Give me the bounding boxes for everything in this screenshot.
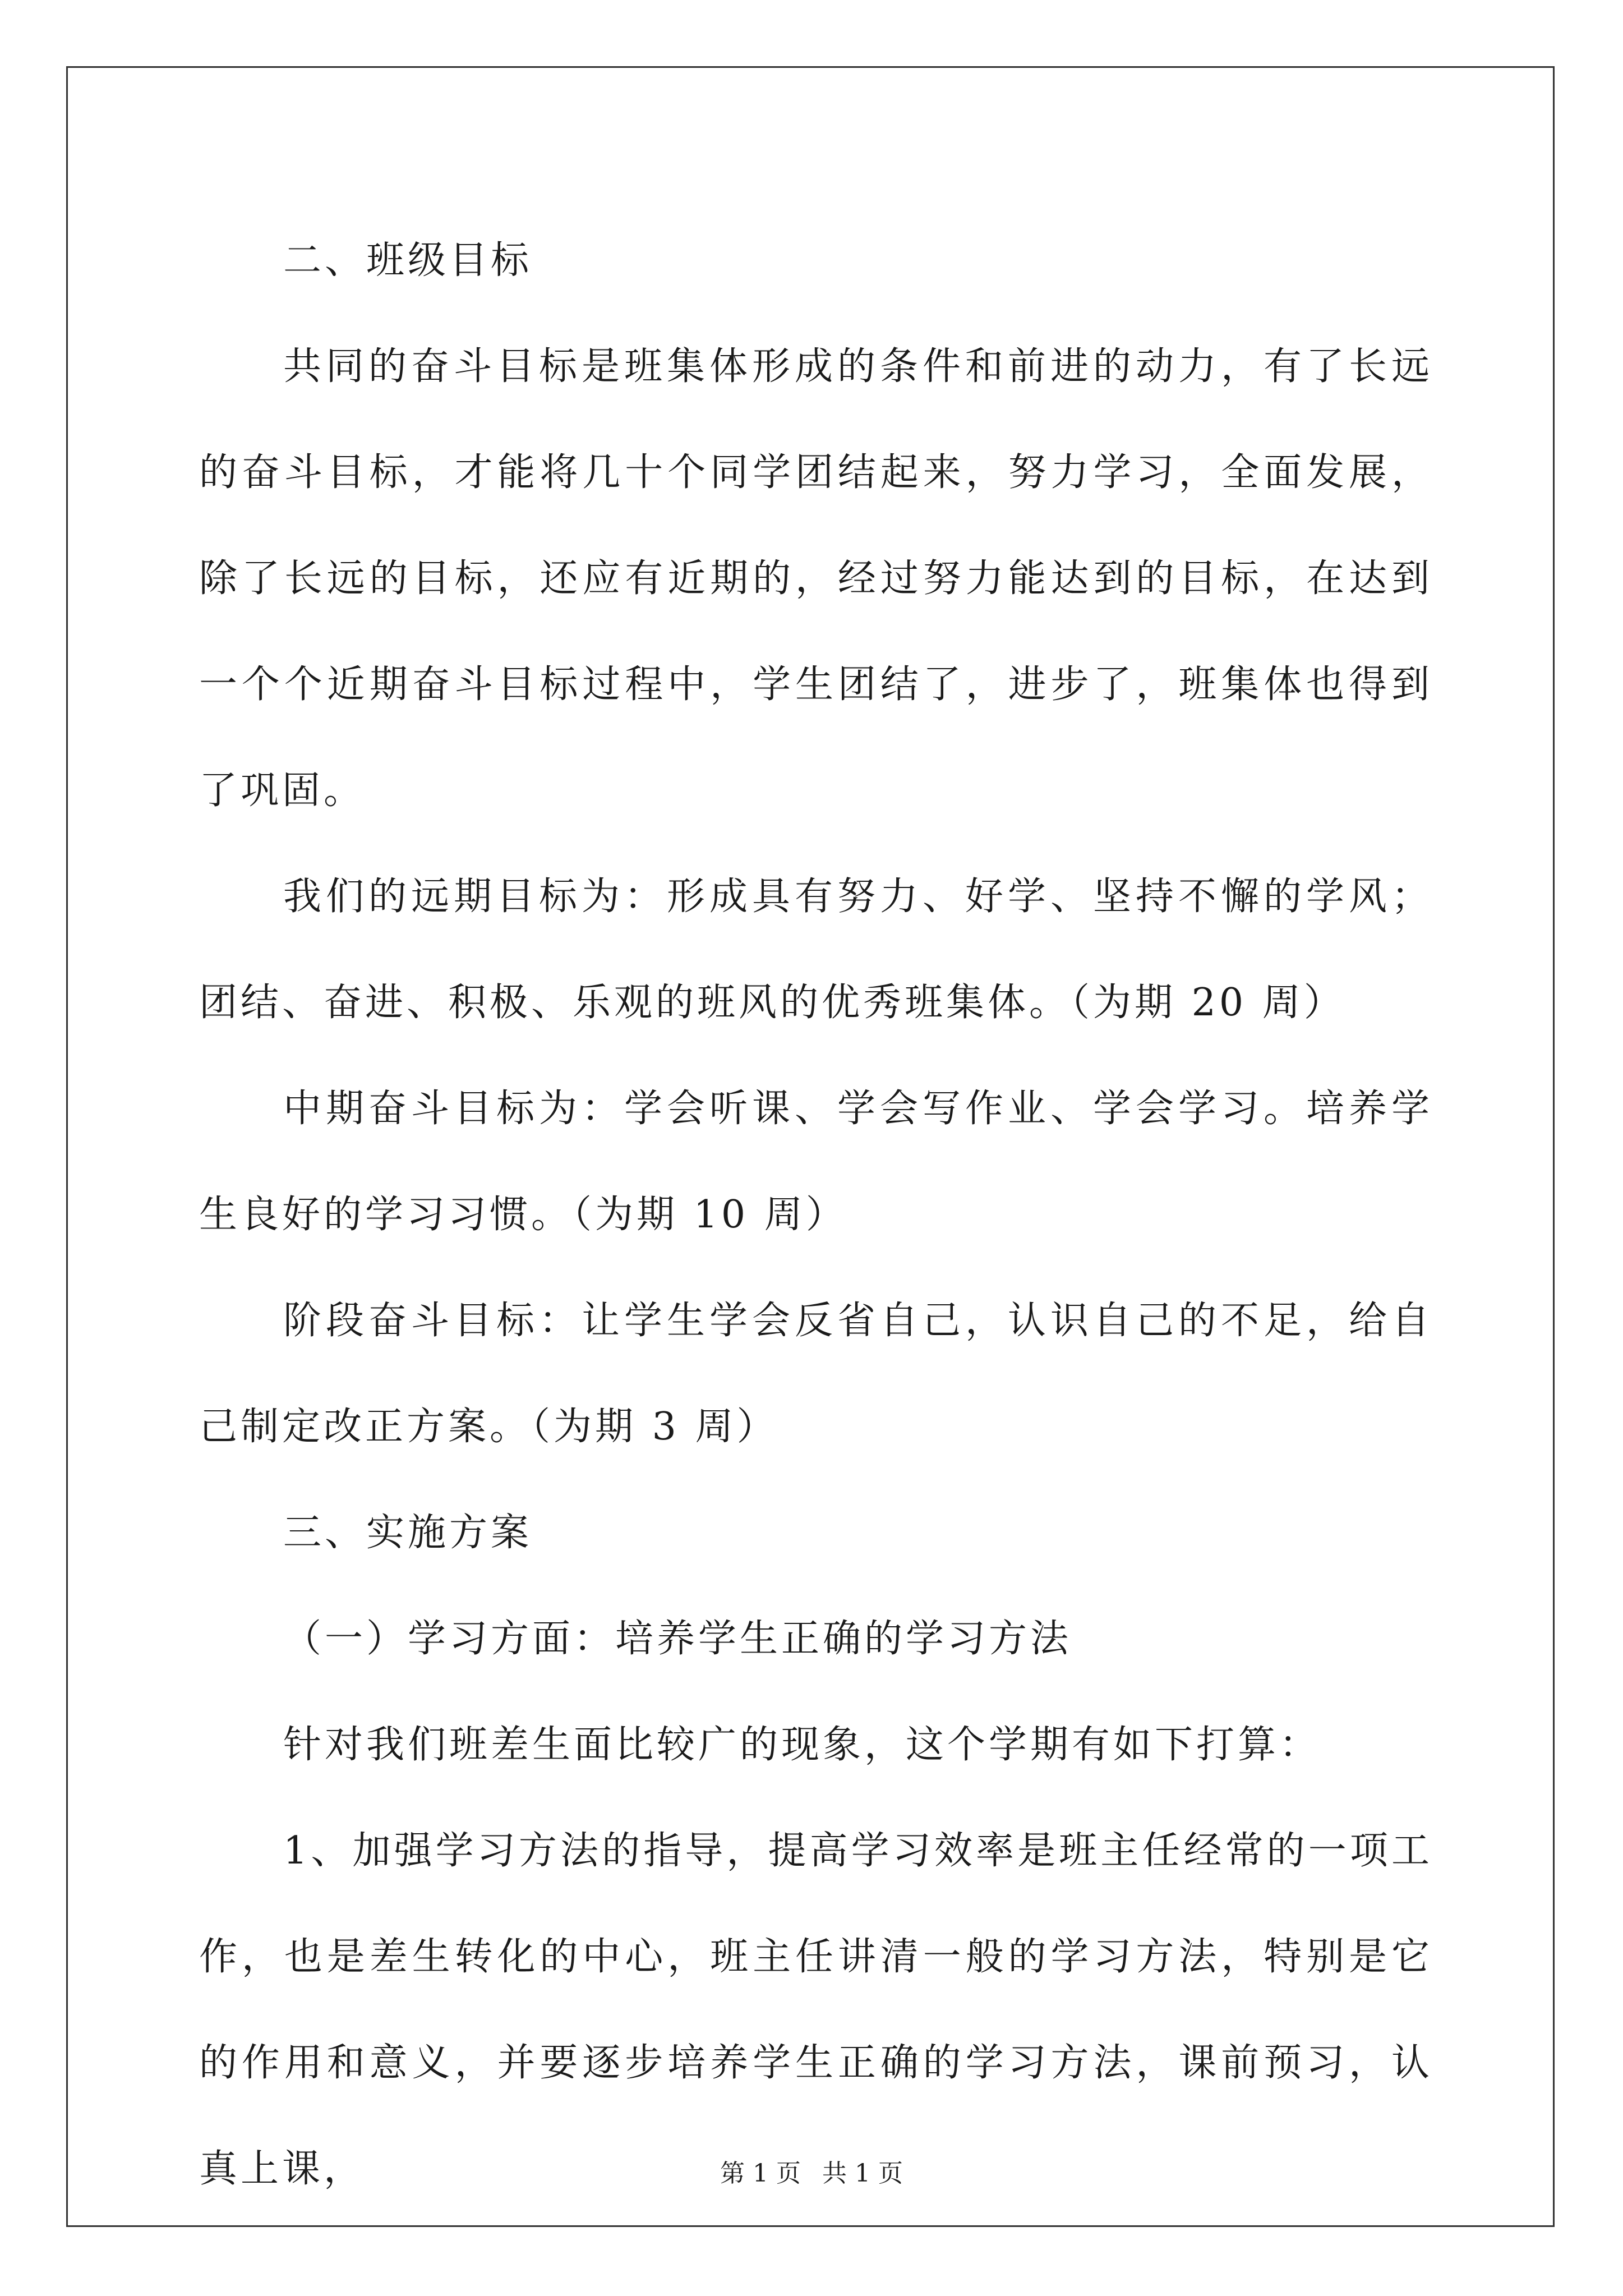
document-body [199, 208, 1433, 2222]
page-total: 共 1 页 [822, 2159, 903, 2188]
page-footer [0, 2157, 1623, 2191]
paragraph-mid-term-goal: 中期奋斗目标为：学会听课、学会写作业、学会学习。培养学生良好的学习习惯。（为期 10 周） [199, 1087, 1433, 1237]
paragraph-study-methods: 1、加强学习方法的指导，提高学习效率是班主任经常的一项工作，也是差生转化的中心，班主任讲清一般的学习方法，特别是它的作用和意义，并要逐步培养学生正确的学习方法，课前预习，认真上课， [199, 1829, 1433, 2191]
subsection-heading-study: （一）学习方面：培养学生正确的学习方法 [283, 1617, 1072, 1661]
section-heading-implementation: 三、实施方案 [283, 1511, 533, 1555]
paragraph-stage-goal: 阶段奋斗目标：让学生学会反省自己，认识自己的不足，给自己制定改正方案。（为期 3 周） [199, 1299, 1433, 1449]
paragraph-long-term-goal: 我们的远期目标为：形成具有努力、好学、坚持不懈的学风；团结、奋进、积极、乐观的班风的优秀班集体。（为期 20 周） [199, 875, 1433, 1025]
section-heading-class-goals: 二、班级目标 [283, 238, 533, 283]
paragraph-common-goal: 共同的奋斗目标是班集体形成的条件和前进的动力，有了长远的奋斗目标，才能将几十个同学团结起来，努力学习，全面发展，除了长远的目标，还应有近期的，经过努力能达到的目标，在达到一个个近期奋斗目标过程中，学生团结了，进步了，班集体也得到了巩固。 [199, 344, 1433, 813]
page-number: 第 1 页 [720, 2159, 801, 2188]
paragraph-plan-intro: 针对我们班差生面比较广的现象，这个学期有如下打算： [283, 1723, 1321, 1767]
